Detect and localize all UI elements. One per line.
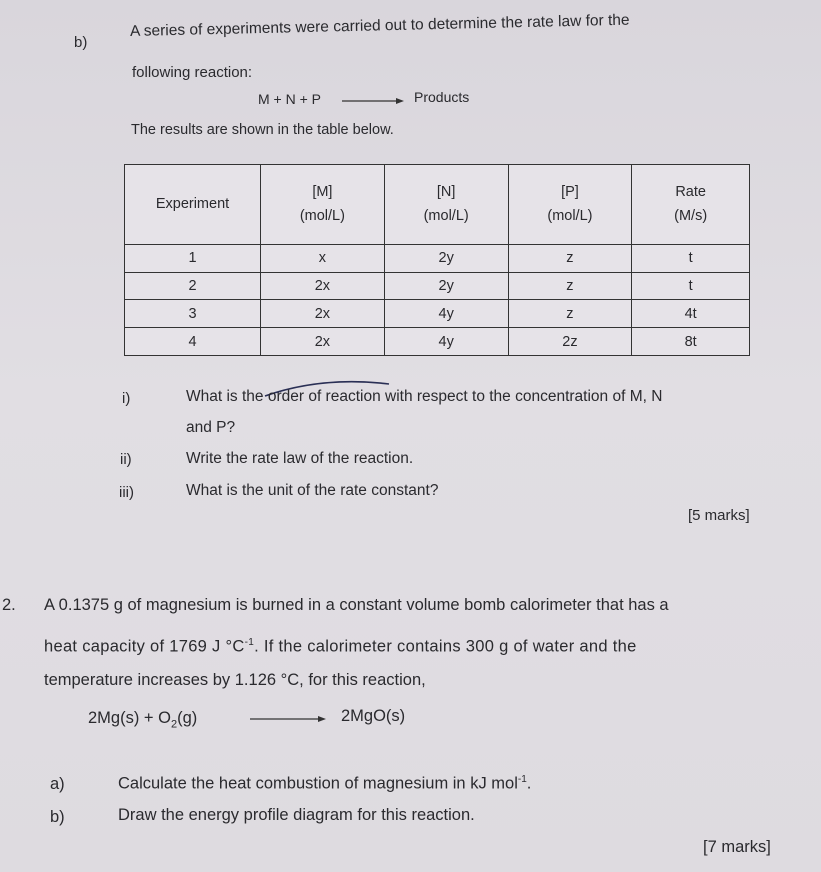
- question-i-label: i): [122, 390, 131, 407]
- question-ii-label: ii): [120, 451, 132, 468]
- cell: 4t: [632, 300, 750, 328]
- cell: 2z: [508, 328, 632, 356]
- table-row: [125, 244, 750, 272]
- question-i-text-cont: and P?: [186, 419, 236, 436]
- cell: 4y: [384, 300, 508, 328]
- question-2-number: 2.: [2, 596, 16, 614]
- table-row: [125, 272, 750, 300]
- cell: 2y: [384, 272, 508, 300]
- header-m: [M] (mol/L): [261, 165, 385, 245]
- question-iii-text: What is the unit of the rate constant?: [186, 482, 439, 499]
- results-table: [124, 164, 750, 356]
- marks-5: [5 marks]: [688, 507, 750, 524]
- part-b-label: b): [74, 34, 88, 51]
- header-experiment: Experiment: [125, 165, 261, 245]
- cell: 1: [125, 244, 261, 272]
- cell: z: [508, 272, 632, 300]
- cell: 2x: [261, 272, 385, 300]
- cell: 2: [125, 272, 261, 300]
- cell: 3: [125, 300, 261, 328]
- q2-a-text: Calculate the heat combustion of magnesium in kJ mol$^{-1}$.: [118, 774, 532, 793]
- table-row: [125, 300, 750, 328]
- results-text: The results are shown in the table below.: [131, 122, 394, 138]
- table-row: [125, 328, 750, 356]
- marks-7: [7 marks]: [703, 838, 771, 856]
- cell: z: [508, 244, 632, 272]
- cell: t: [632, 272, 750, 300]
- cell: 4: [125, 328, 261, 356]
- q2-b-text: Draw the energy profile diagram for this reaction.: [118, 806, 475, 824]
- q2-line-3: temperature increases by 1.126 °C, for this reaction,: [44, 671, 426, 689]
- cell: z: [508, 300, 632, 328]
- q2-line-2: heat capacity of 1769 J $^\circ C^{-1}$. If the calorimeter contains 300 g of water and the: [44, 637, 637, 656]
- table-header-row: [125, 165, 750, 245]
- header-n: [N] (mol/L): [384, 165, 508, 245]
- cell: x: [261, 244, 385, 272]
- reaction-arrow-icon: [342, 96, 404, 106]
- header-rate: Rate (M/s): [632, 165, 750, 245]
- q2-b-label: b): [50, 808, 65, 826]
- intro-line-2: following reaction:: [132, 64, 253, 81]
- q2-reactants: $2Mg(s) + O_2(g)$: [88, 709, 198, 731]
- cell: 8t: [632, 328, 750, 356]
- reaction-products: Products: [414, 89, 470, 105]
- combustion-arrow-icon: [250, 714, 326, 724]
- cell: 2x: [261, 328, 385, 356]
- intro-line-1: A series of experiments were carried out to determine the rate law for the: [129, 11, 630, 40]
- q2-product: 2MgO(s): [341, 707, 406, 725]
- question-iii-label: iii): [119, 484, 134, 501]
- cell: 2x: [261, 300, 385, 328]
- reaction-reactants: M + N + P: [258, 91, 322, 107]
- q2-line-1: A 0.1375 g of magnesium is burned in a constant volume bomb calorimeter that has a: [44, 596, 669, 614]
- cell: t: [632, 244, 750, 272]
- cell: 4y: [384, 328, 508, 356]
- header-p: [P] (mol/L): [508, 165, 632, 245]
- cell: 2y: [384, 244, 508, 272]
- question-ii-text: Write the rate law of the reaction.: [186, 450, 414, 467]
- q2-a-label: a): [50, 775, 65, 793]
- question-i-text: What is the order of reaction with respect to the concentration of M, N: [186, 388, 663, 405]
